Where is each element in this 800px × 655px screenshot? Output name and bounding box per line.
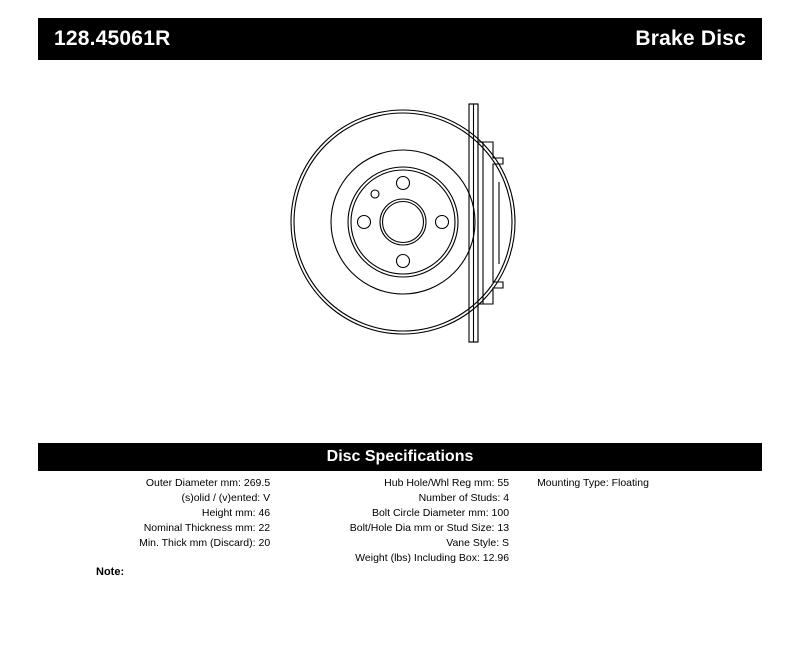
spec-item: Hub Hole/Whl Reg mm: 55 [384, 477, 510, 489]
page-title: Brake Disc [635, 27, 746, 50]
spec-item: Number of Studs: 4 [418, 492, 510, 504]
note-row [38, 566, 762, 578]
spec-section-title: Disc Specifications [326, 448, 474, 465]
spec-item: (s)olid / (v)ented: V [181, 492, 271, 504]
technical-drawing [38, 70, 762, 430]
spec-item: Vane Style: S [446, 537, 510, 549]
spec-item: Outer Diameter mm: 269.5 [145, 477, 271, 489]
spec-item: Bolt Circle Diameter mm: 100 [371, 507, 510, 519]
spec-item: Weight (lbs) Including Box: 12.96 [355, 552, 510, 564]
part-number: 128.45061R [54, 27, 171, 50]
spec-item: Height mm: 46 [201, 507, 271, 519]
spec-column-2 [284, 476, 523, 566]
spec-item: Bolt/Hole Dia mm or Stud Size: 13 [349, 522, 510, 534]
note-label: Note: [96, 566, 125, 578]
spec-item: Min. Thick mm (Discard): 20 [139, 537, 271, 549]
spec-item: Nominal Thickness mm: 22 [143, 522, 271, 534]
spec-column-1 [38, 476, 284, 551]
spec-item: Mounting Type: Floating [537, 477, 649, 489]
spec-columns [38, 476, 762, 566]
header-bar [38, 18, 762, 60]
brake-disc-edge-view [453, 98, 513, 348]
spec-section-header [38, 443, 762, 471]
spec-column-3 [523, 476, 762, 491]
